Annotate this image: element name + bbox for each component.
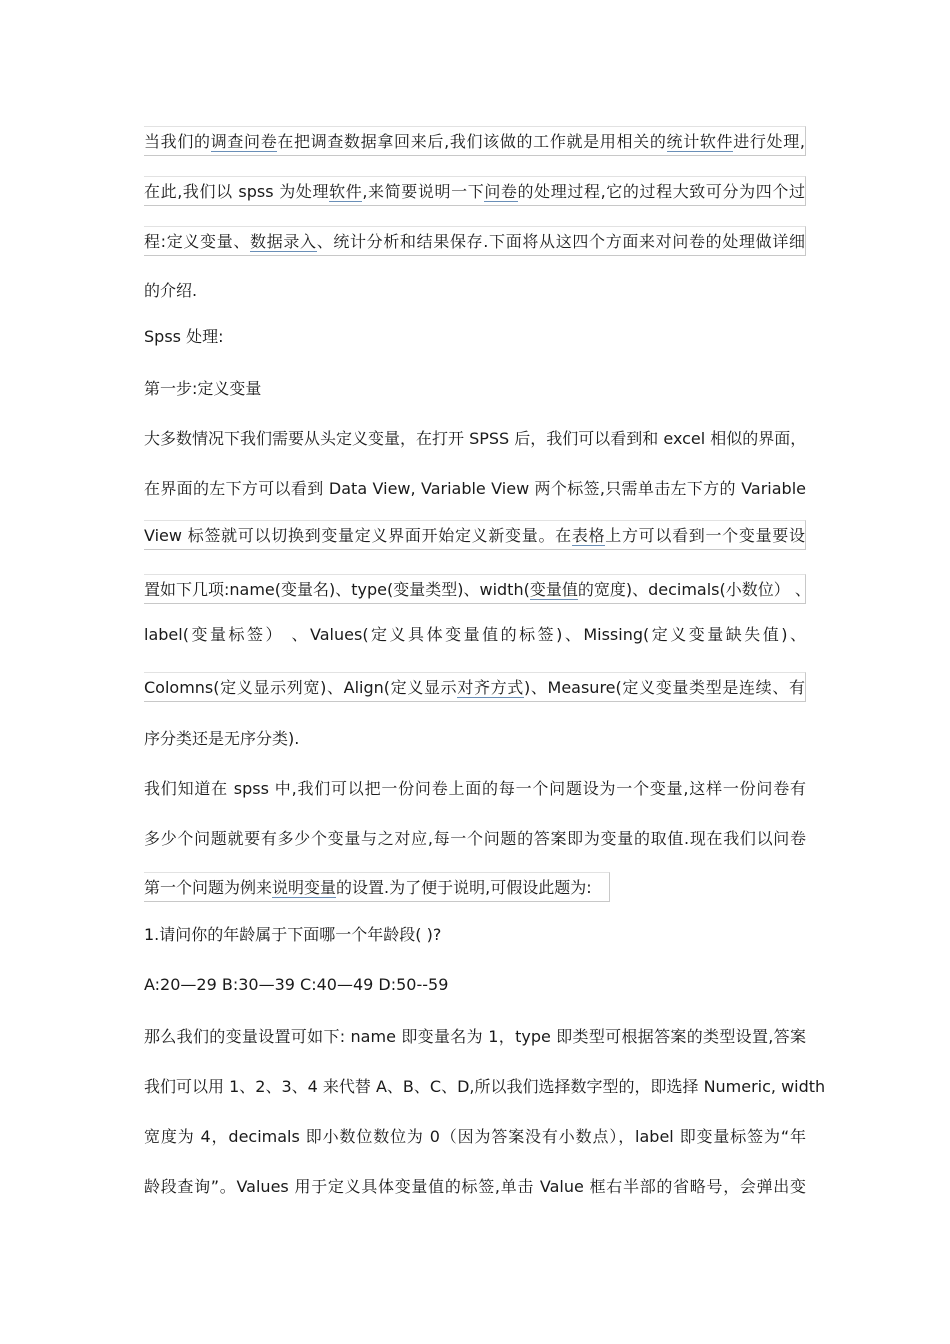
link-software[interactable]: 软件 <box>329 182 363 201</box>
text-line-7: 大多数情况下我们需要从头定义变量，在打开 SPSS 后，我们可以看到和 excel 相似的界面， <box>144 429 807 448</box>
step-heading: 第一步:定义变量 <box>144 379 262 398</box>
question-1: 1.请问你的年龄属于下面哪一个年龄段( )? <box>144 925 442 944</box>
text-line-3: 程:定义变量、数据录入、统计分析和结果保存.下面将从这四个方面来对问卷的处理做详细 <box>144 226 806 256</box>
text-line-14: 我们知道在 spss 中,我们可以把一份问卷上面的每一个问题设为一个变量,这样一份问卷有 <box>144 779 806 798</box>
text-line-12: Colomns(定义显示列宽)、Align(定义显示对齐方式)、Measure(定义变量类型是连续、有 <box>144 672 806 702</box>
answer-options: A:20—29 B:30—39 C:40—49 D:50--59 <box>144 975 449 994</box>
link-explain-variable[interactable]: 说明变量 <box>272 878 337 897</box>
link-stat-software[interactable]: 统计软件 <box>666 132 734 151</box>
text-line-11: label(变量标签） 、Values(定义具体变量值的标签)、Missing(定义变量缺失值)、 <box>144 625 806 644</box>
text-line-9: View 标签就可以切换到变量定义界面开始定义新变量。在表格上方可以看到一个变量要设 <box>144 520 806 550</box>
link-variable-value[interactable]: 变量值 <box>529 580 578 599</box>
text-line-8: 在界面的左下方可以看到 Data View, Variable View 两个标签,只需单击左下方的 Variable <box>144 479 806 498</box>
text-line-16: 第一个问题为例来说明变量的设置.为了便于说明,可假设此题为: <box>144 872 610 902</box>
text-line-22: 龄段查询”。Values 用于定义具体变量值的标签,单击 Value 框右半部的省略号，会弹出变 <box>144 1177 806 1196</box>
link-alignment[interactable]: 对齐方式 <box>457 678 524 697</box>
text-line-20: 我们可以用 1、2、3、4 来代替 A、B、C、D,所以我们选择数字型的，即选择 Numeric, width <box>144 1077 826 1096</box>
text-line-15: 多少个问题就要有多少个变量与之对应,每一个问题的答案即为变量的取值.现在我们以问卷 <box>144 829 806 848</box>
link-data-entry[interactable]: 数据录入 <box>250 232 317 251</box>
text-line-21: 宽度为 4，decimals 即小数位数位为 0（因为答案没有小数点），label 即变量标签为“年 <box>144 1127 806 1146</box>
text-line-1: 当我们的调查问卷在把调查数据拿回来后,我们该做的工作就是用相关的统计软件进行处理, <box>144 126 806 156</box>
text-line-13: 序分类还是无序分类). <box>144 729 300 748</box>
text-line-19: 那么我们的变量设置可如下: name 即变量名为 1，type 即类型可根据答案的类型设置,答案 <box>144 1027 806 1046</box>
section-heading-spss: Spss 处理: <box>144 327 224 346</box>
link-survey[interactable]: 调查问卷 <box>210 132 278 151</box>
link-questionnaire[interactable]: 问卷 <box>484 182 518 201</box>
text-line-2: 在此,我们以 spss 为处理软件,来简要说明一下问卷的处理过程,它的过程大致可分为四个过 <box>144 176 806 206</box>
text-line-4: 的介绍. <box>144 281 198 300</box>
link-table[interactable]: 表格 <box>571 526 606 545</box>
text-line-10: 置如下几项:name(变量名)、type(变量类型)、width(变量值的宽度)、decimals(小数位） 、 <box>144 574 806 604</box>
